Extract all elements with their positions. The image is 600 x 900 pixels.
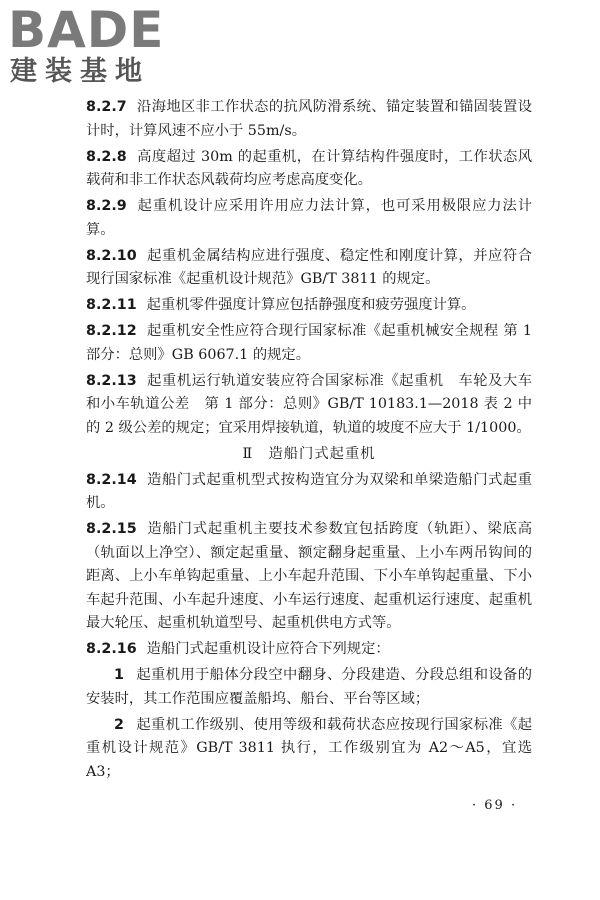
clause-text: 造船门式起重机设计应符合下列规定： bbox=[146, 641, 390, 657]
page-content bbox=[86, 96, 532, 787]
item-text: 起重机用于船体分段空中翻身、分段建造、分段总组和设备的安装时，其工作范围应覆盖船坞、船台、平台等区域； bbox=[86, 667, 532, 707]
clause-number: 8.2.8 bbox=[86, 148, 127, 165]
item-number: 1 bbox=[114, 667, 124, 683]
logo-subtitle: 建装基地 bbox=[10, 56, 150, 87]
clause-text: 沿海地区非工作状态的抗风防滑系统、锚定装置和锚固装置设计时，计算风速不应小于 55m/s。 bbox=[86, 99, 532, 139]
clause-number: 8.2.16 bbox=[86, 641, 137, 657]
clause-text: 造船门式起重机型式按构造宜分为双梁和单梁造船门式起重机。 bbox=[86, 471, 532, 511]
clause-text: 起重机安全性应符合现行国家标准《起重机械安全规程 第 1 部分：总则》GB 6067.1 的规定。 bbox=[86, 323, 532, 363]
item-number: 2 bbox=[114, 716, 124, 733]
page-number: · 69 · bbox=[472, 798, 518, 813]
clause-text: 起重机金属结构应进行强度、稳定性和刚度计算，并应符合现行国家标准《起重机设计规范》GB/T 3811 的规定。 bbox=[86, 247, 532, 287]
clause-8-2-10 bbox=[86, 245, 532, 292]
clause-number: 8.2.12 bbox=[86, 323, 137, 339]
clause-number: 8.2.15 bbox=[86, 521, 137, 537]
section-title: Ⅱ 造船门式起重机 bbox=[242, 445, 376, 462]
clause-8-2-14 bbox=[86, 469, 532, 516]
clause-number: 8.2.9 bbox=[86, 198, 127, 214]
logo-wordmark: BADE bbox=[8, 1, 165, 59]
clause-number: 8.2.7 bbox=[86, 99, 127, 115]
clause-8-2-8 bbox=[86, 146, 532, 193]
clause-text: 高度超过 30m 的起重机，在计算结构件强度时，工作状态风载荷和非工作状态风载荷均应考虑高度变化。 bbox=[86, 148, 532, 188]
logo bbox=[8, 1, 178, 88]
clause-8-2-9 bbox=[86, 195, 532, 242]
list-item bbox=[86, 714, 532, 785]
clause-8-2-16 bbox=[86, 638, 532, 662]
clause-8-2-13 bbox=[86, 370, 532, 441]
clause-8-2-15 bbox=[86, 518, 532, 636]
clause-number: 8.2.11 bbox=[86, 297, 137, 313]
item-text: 起重机工作级别、使用等级和载荷状态应按现行国家标准《起重机设计规范》GB/T 3811 执行，工作级别宜为 A2～A5，宜选 A3； bbox=[86, 716, 532, 780]
clause-number: 8.2.10 bbox=[86, 247, 137, 264]
clause-number: 8.2.13 bbox=[86, 372, 137, 389]
clause-8-2-11 bbox=[86, 294, 532, 318]
clause-text: 起重机设计应采用许用应力法计算，也可采用极限应力法计算。 bbox=[86, 198, 532, 238]
clause-text: 起重机零件强度计算应包括静强度和疲劳强度计算。 bbox=[146, 297, 476, 313]
clause-text: 造船门式起重机主要技术参数宜包括跨度（轨距）、梁底高（轨面以上净空）、额定起重量、额定翻身起重量、上小车两吊钩间的距离、上小车单钩起重量、上小车起升范围、下小车单钩起重量、下小车起升范围、小车起升速度、小车运行速度、起重机运行速度、起重机最大轮压、起重机轨道型号、起重机供电方式等。 bbox=[86, 521, 532, 631]
clause-8-2-7 bbox=[86, 96, 532, 143]
clause-text: 起重机运行轨道安装应符合国家标准《起重机 车轮及大车和小车轨道公差 第 1 部分：总则》GB/T 10183.1—2018 表 2 中的 2 级公差的规定；宜采用焊接轨道，轨道的坡度不应大于 1/1000。 bbox=[86, 372, 532, 436]
clause-number: 8.2.14 bbox=[86, 471, 137, 488]
clause-8-2-12 bbox=[86, 320, 532, 367]
list-item bbox=[86, 664, 532, 711]
